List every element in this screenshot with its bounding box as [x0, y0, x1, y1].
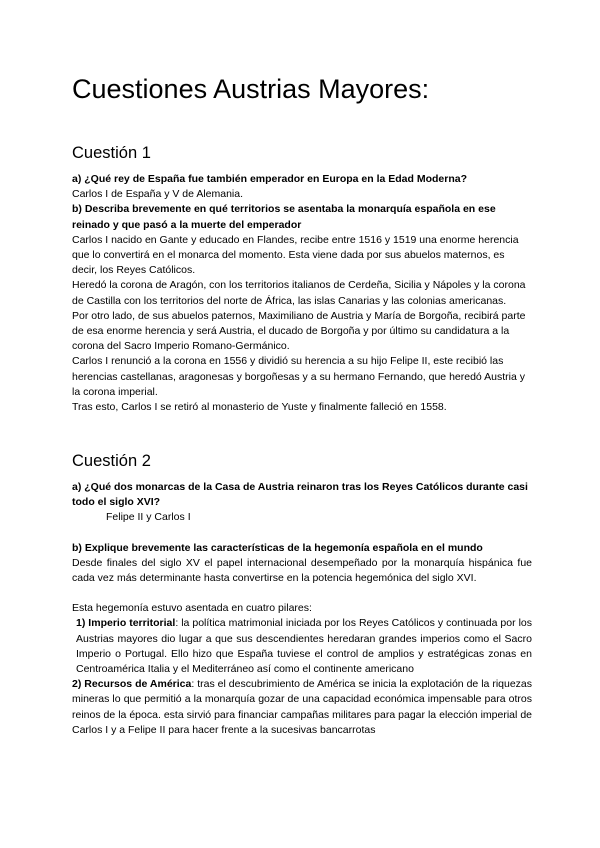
question-1-heading: Cuestión 1 [72, 144, 151, 162]
answer-2a: Felipe II y Carlos I [106, 511, 191, 524]
pillar-label: 2) Recursos de América [72, 678, 192, 691]
answer-1b-paragraph: Heredó la corona de Aragón, con los territorios italianos de Cerdeña, Sicilia y Nápoles y la corona de Castilla con los territorios del norte de África, las islas Canarias y las colonias americanas. [72, 279, 526, 307]
question-1a: a) ¿Qué rey de España fue también emperador en Europa en la Edad Moderna? [72, 173, 468, 185]
answer-1b-paragraph: Carlos I renunció a la corona en 1556 y dividió su herencia a su hijo Felipe II, este recibió las herencias castellanas, aragonesas y borgoñesas y a su hermano Fernando, que heredó Austria y la corona imperial. [72, 355, 525, 398]
question-2a: a) ¿Qué dos monarcas de la Casa de Austria reinaron tras los Reyes Católicos durante casi todo el siglo XVI? [72, 481, 528, 509]
question-1-section [72, 142, 532, 415]
pillar-text: : tras el descubrimiento de América se inicia la explotación de la riquezas mineras lo que permitió a la monarquía gozar de una capacidad económica impensable para otros reinos de la época. esta sirvió para financiar campañas militares para pagar la elección imperial de Carlos I y a Felipe II para hacer frente a la sucesivas bancarrotas [72, 678, 533, 736]
answer-2b-intro: Desde finales del siglo XV el papel internacional desempeñado por la monarquía hispánica fue cada vez más determinante hasta convertirse en la potencia hegemónica del siglo XVI. [72, 556, 532, 585]
pillars-intro: Esta hegemonía estuvo asentada en cuatro pilares: [72, 602, 312, 615]
question-2b: b) Explique brevemente las características de la hegemonía española en el mundo [72, 541, 483, 554]
question-2-section [72, 450, 532, 738]
question-1b: b) Describa brevemente en qué territorios se asentaba la monarquía española en ese reinado y que pasó a la muerte del emperador [72, 203, 496, 231]
answer-1a: Carlos I de España y V de Alemania. [72, 188, 244, 201]
pillar-item [72, 616, 532, 677]
answer-1b-paragraph: Por otro lado, de sus abuelos paternos, Maximiliano de Austria y María de Borgoña, recibirá parte de esa enorme herencia y será Austria, el ducado de Borgoña y por último su candidatura a la corona del Sacro Imperio Romano-Germánico. [72, 309, 526, 353]
pillar-item [72, 677, 532, 738]
answer-1b-paragraph: Carlos I nacido en Gante y educado en Flandes, recibe entre 1516 y 1519 una enorme herencia que lo convertirá en el monarca del momento. Esta viene dada por sus abuelos maternos, es decir, los Reyes Católicos. [72, 233, 519, 277]
pillar-text: : la política matrimonial iniciada por los Reyes Católicos y continuada por los Austrias mayores dio lugar a que sus descendientes heredaran grandes imperios como el Sacro Imperio o Portugal. Ello hizo que España tuviese el control de amplios y estratégicas zonas en Centroamérica Italia y el Mediterráneo así como el continente americano [76, 617, 532, 676]
question-2-heading: Cuestión 2 [72, 452, 151, 470]
answer-1b-paragraph: Tras esto, Carlos I se retiró al monasterio de Yuste y finalmente falleció en 1558. [72, 401, 447, 414]
document-title: Cuestiones Austrias Mayores: [72, 74, 430, 104]
pillar-label: 1) Imperio territorial [76, 617, 176, 630]
